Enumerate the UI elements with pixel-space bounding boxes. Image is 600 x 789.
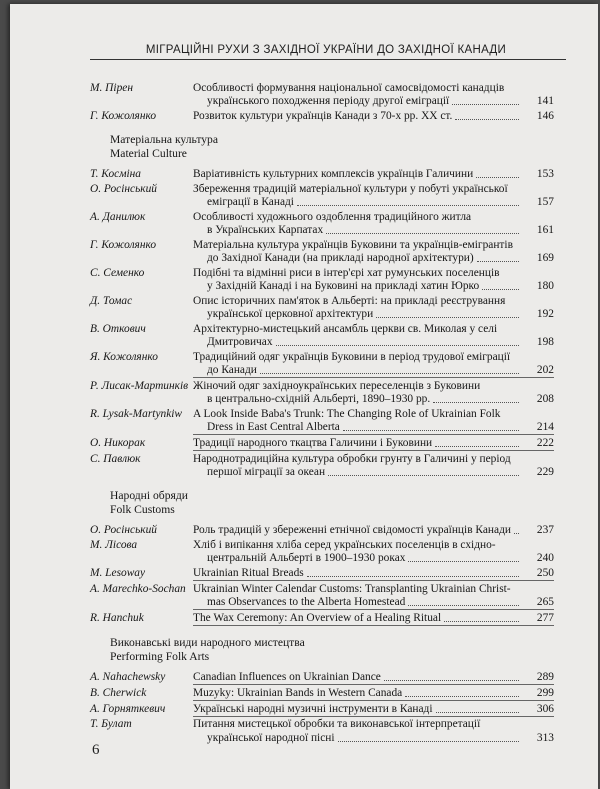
toc-entry <box>88 323 554 349</box>
toc-author: С. Павлюк <box>90 452 141 465</box>
running-head: МІГРАЦІЙНІ РУХИ З ЗАХІДНОЇ УКРАЇНИ ДО ЗАХІДНОЇ КАНАДИ <box>145 44 507 56</box>
dot-leader <box>408 596 519 606</box>
dot-leader <box>477 252 519 262</box>
dot-leader <box>260 364 519 374</box>
toc-title-line: Дмитровичах <box>207 336 273 349</box>
dot-leader <box>307 567 519 577</box>
toc-title <box>193 351 554 378</box>
toc-author: С. Семенко <box>90 267 145 279</box>
toc-title <box>193 295 554 321</box>
toc-title-line: до Західної Канади (на прикладі народної архітектури) <box>207 252 474 265</box>
toc-title <box>193 453 554 479</box>
toc-author: A. Nahachewsky <box>90 671 166 683</box>
toc-page-number: 208 <box>536 393 554 406</box>
toc-author: Р. Лисак-Мартинків <box>90 380 189 392</box>
toc-page-number: 289 <box>536 671 554 683</box>
toc-title <box>193 583 554 610</box>
dot-leader <box>476 168 519 178</box>
dot-leader <box>384 671 519 681</box>
toc-entry <box>88 703 554 717</box>
toc-entry <box>88 408 554 435</box>
toc-title-line: Народнотрадиційна культура обробки грунту в Галичині у період <box>193 452 511 465</box>
toc-entry <box>88 380 554 406</box>
toc-entry <box>88 351 554 378</box>
toc-title <box>193 168 554 181</box>
toc-title-line: Традиції народного ткацтва Галичини і Буковини <box>193 437 433 449</box>
section-title-uk: Матеріальна культура <box>110 133 218 147</box>
toc-title <box>193 437 554 451</box>
toc-entry <box>88 239 554 265</box>
toc-title <box>193 539 554 565</box>
toc-author: О. Росінський <box>90 183 157 195</box>
page-number: 6 <box>92 742 100 758</box>
toc-title-line: Збереження традицій матеріальної культури у побуті української <box>193 183 508 195</box>
section-heading <box>110 489 554 517</box>
toc-page-number: 306 <box>536 702 554 715</box>
toc-page-number: 192 <box>536 308 554 321</box>
toc-title-line: mas Observances to the Alberta Homestead <box>207 596 406 608</box>
toc-title-line: Muzyky: Ukrainian Bands in Western Canada <box>193 686 403 699</box>
toc-page-number: 277 <box>536 611 554 624</box>
dot-leader <box>433 393 519 403</box>
toc-title-line: у Західній Канаді і на Буковині на прикладі хатин Юрко <box>207 280 480 293</box>
section-title-en: Performing Folk Arts <box>110 650 210 663</box>
toc-page-number: 250 <box>536 567 554 579</box>
toc-entry <box>88 110 554 123</box>
toc-title-line: Матеріальна культура українців Буковини та українців-емігрантів <box>193 239 513 251</box>
dot-leader <box>326 224 519 234</box>
toc-title-line: The Wax Ceremony: An Overview of a Healing Ritual <box>193 611 442 624</box>
toc-entry <box>88 687 554 701</box>
toc-page-number: 313 <box>536 731 554 744</box>
toc-title <box>193 687 554 701</box>
section-heading <box>110 636 554 664</box>
toc-page-number: 146 <box>536 110 554 122</box>
dot-leader <box>338 732 519 742</box>
toc-page-number: 240 <box>536 552 554 565</box>
toc-title <box>193 183 554 209</box>
toc-title <box>193 82 554 108</box>
toc-entry <box>88 82 554 108</box>
dot-leader <box>328 466 519 476</box>
toc-title-line: Роль традицій у збереженні етнічної свідомості українців Канади <box>193 524 511 537</box>
toc-title-line: еміграції в Канаді <box>207 196 294 209</box>
toc-title-line: українського походження періоду другої еміграції <box>207 95 450 108</box>
dot-leader <box>297 196 519 206</box>
dot-leader <box>482 280 519 290</box>
toc-title-line: Хліб і випікання хліба серед українських поселенців в східно- <box>193 539 496 551</box>
dot-leader <box>455 110 519 120</box>
toc-page-number: 299 <box>536 686 554 699</box>
toc-title-line: в центрально-східній Альберті, 1890–1930 рр. <box>207 393 431 406</box>
toc-title-line: Українські народні музичні інструменти в Канаді <box>193 702 433 715</box>
toc-author: Т. Косміна <box>90 168 141 181</box>
toc-title-line: першої міграції за океан <box>207 466 326 478</box>
dot-leader <box>405 687 519 697</box>
section-title-en: Folk Customs <box>110 503 175 517</box>
section-title-uk: Народні обряди <box>110 489 188 503</box>
toc-title <box>193 408 554 435</box>
dot-leader <box>436 703 519 713</box>
toc-title-line: Ukrainian Winter Calendar Customs: Transplanting Ukrainian Christ- <box>193 582 511 595</box>
toc-author: Г. Кожолянко <box>90 239 157 251</box>
section-heading <box>110 133 554 161</box>
toc-author: В. Откович <box>90 323 146 335</box>
toc-title-line: Варіативність культурних комплексів українців Галичини <box>193 168 474 181</box>
toc-title-line: Розвиток культури українців Канади з 70-х рр. ХХ ст. <box>193 110 453 122</box>
toc-title-line: Традиційний одяг українців Буковини в період трудової еміграції <box>193 351 511 363</box>
toc-author: Д. Томас <box>90 295 133 307</box>
toc-entry <box>88 718 554 744</box>
toc-entry <box>88 612 554 626</box>
toc-title <box>193 703 554 717</box>
toc-title-line: до Канади <box>207 364 257 377</box>
toc-title-line: центральній Альберті в 1900–1930 роках <box>207 552 406 565</box>
toc-title-line: української церковної архітектури <box>207 308 374 321</box>
toc-author: М. Лісова <box>90 539 138 551</box>
toc-page-number: 202 <box>536 364 554 377</box>
toc-entry <box>88 183 554 209</box>
toc-title-line: Ukrainian Ritual Breads <box>193 567 304 579</box>
toc-entry <box>88 524 554 537</box>
toc-title-line: в Українських Карпатах <box>207 224 324 237</box>
toc-author: A. Marechko-Sochan <box>90 582 186 595</box>
toc-title-line: Подібні та відмінні риси в інтер'єрі хат румунських поселенців <box>193 267 500 279</box>
toc-page-number: 229 <box>536 466 554 478</box>
toc-title-line: Жіночий одяг західноукраїнських переселенців з Буковини <box>193 380 481 392</box>
toc-title <box>193 323 554 349</box>
toc-title <box>193 267 554 293</box>
toc-page-number: 214 <box>536 421 554 434</box>
toc-title-line: Питання мистецької обробки та виконавської інтерпретації <box>193 718 481 731</box>
section-title-en: Material Culture <box>110 147 187 161</box>
toc-page-number: 169 <box>536 252 554 265</box>
toc-title <box>193 110 554 123</box>
toc-title-line: A Look Inside Baba's Trunk: The Changing Role of Ukrainian Folk <box>193 408 501 420</box>
dot-leader <box>444 612 519 622</box>
toc-title <box>193 239 554 265</box>
toc-entry <box>88 267 554 293</box>
toc-page-number: 153 <box>536 168 554 181</box>
table-of-contents <box>88 82 554 746</box>
toc-author: О. Никорак <box>90 437 146 449</box>
toc-title-line: української народної пісні <box>207 731 335 744</box>
toc-entry <box>88 437 554 451</box>
toc-entry <box>88 453 554 479</box>
toc-title-line: Архітектурно-мистецький ансамбль церкви св. Миколая у селі <box>193 323 498 335</box>
dot-leader <box>343 421 519 431</box>
toc-page-number: 237 <box>536 524 554 537</box>
toc-page-number: 180 <box>536 280 554 293</box>
toc-title <box>193 211 554 237</box>
toc-entry <box>88 539 554 565</box>
toc-title <box>193 380 554 406</box>
toc-page-number: 161 <box>536 224 554 237</box>
toc-page-number: 265 <box>536 596 554 608</box>
toc-entry <box>88 671 554 685</box>
dot-leader <box>452 95 519 105</box>
toc-author: M. Lesoway <box>90 567 146 579</box>
dot-leader <box>435 437 519 447</box>
dot-leader <box>276 336 519 346</box>
toc-title-line: Canadian Influences on Ukrainian Dance <box>193 671 381 683</box>
toc-entry <box>88 567 554 581</box>
dot-leader <box>376 308 519 318</box>
toc-author: R. Hanchuk <box>90 611 144 624</box>
toc-title-line: Особливості художнього оздоблення традиційного житла <box>193 211 472 223</box>
toc-title-line: Особливості формування національної самосвідомості канадців <box>193 82 505 94</box>
toc-title <box>193 612 554 626</box>
toc-page-number: 141 <box>536 95 554 108</box>
toc-entry <box>88 583 554 610</box>
toc-title-line: Опис історичних пам'яток в Альберті: на прикладі реєстрування <box>193 295 506 307</box>
toc-page-number: 157 <box>536 196 554 209</box>
toc-author: А. Данилюк <box>90 211 146 223</box>
header-rule <box>90 59 566 60</box>
toc-author: Г. Кожолянко <box>90 110 157 122</box>
toc-author: R. Lysak-Martynkiw <box>90 408 183 420</box>
dot-leader <box>408 552 519 562</box>
toc-author: B. Cherwick <box>90 686 147 699</box>
toc-author: О. Росінський <box>90 524 157 537</box>
toc-entry <box>88 168 554 181</box>
book-page <box>10 4 598 789</box>
toc-title <box>193 524 554 537</box>
toc-author: Я. Кожолянко <box>90 351 158 363</box>
toc-title <box>193 567 554 581</box>
toc-author: А. Горняткевич <box>90 702 166 715</box>
toc-author: М. Пірен <box>90 82 133 94</box>
toc-title <box>193 671 554 685</box>
toc-author: Т. Булат <box>90 718 132 731</box>
toc-title <box>193 718 554 744</box>
toc-page-number: 198 <box>536 336 554 349</box>
toc-title-line: Dress in East Central Alberta <box>207 421 340 434</box>
section-title-uk: Виконавські види народного мистецтва <box>110 636 305 649</box>
toc-entry <box>88 211 554 237</box>
toc-entry <box>88 295 554 321</box>
toc-page-number: 222 <box>536 437 554 449</box>
dot-leader <box>514 524 519 534</box>
